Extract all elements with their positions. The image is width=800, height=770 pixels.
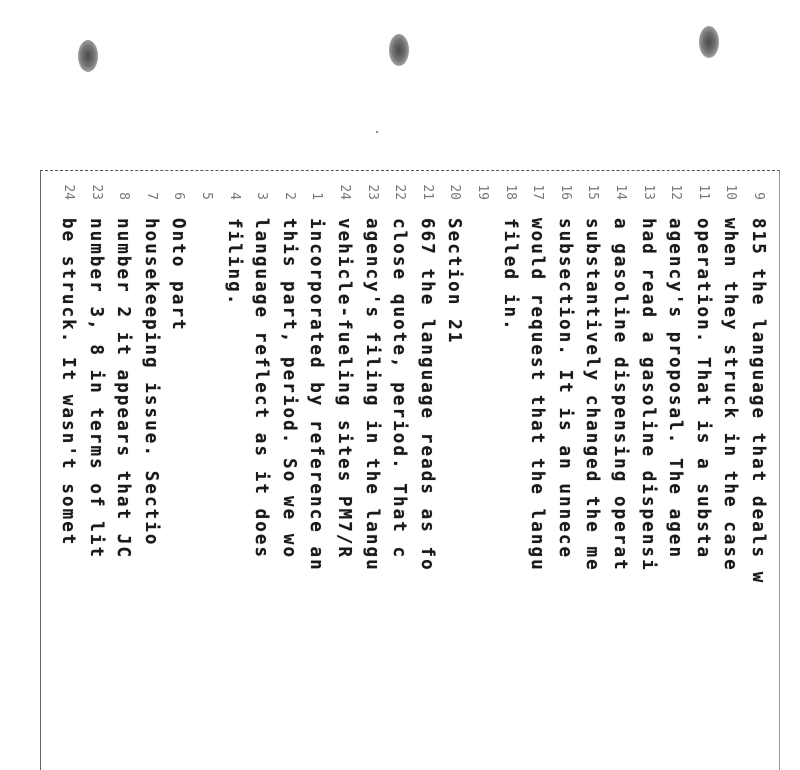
line-number: 14 (613, 184, 628, 200)
line-text: close quote, period. That c (389, 218, 410, 560)
transcript-line (523, 170, 551, 770)
line-number: 22 (392, 184, 408, 200)
transcript-line (302, 170, 330, 770)
transcript-line (496, 170, 524, 770)
line-number: 12 (668, 184, 684, 200)
binder-hole-center (389, 34, 409, 66)
line-text: filing. (223, 218, 244, 307)
line-text: 815 the language that deals w (748, 218, 768, 585)
line-text: agency's proposal. The agen (665, 218, 686, 560)
line-text: had read a gasoline dispensi (637, 218, 658, 572)
line-text: would request that the langu (527, 218, 548, 572)
transcript-line (358, 170, 386, 770)
transcript-line (689, 170, 717, 770)
transcript-line (275, 170, 303, 770)
line-text: a gasoline dispensing operat (610, 218, 630, 572)
transcript-line (413, 170, 441, 770)
line-text: Section 21 (444, 218, 465, 345)
line-number: 20 (447, 184, 463, 200)
transcript-line (137, 170, 165, 770)
line-number: 19 (475, 184, 490, 200)
transcript-line (661, 170, 689, 770)
line-number: 24 (337, 184, 352, 200)
line-text: filed in. (499, 218, 520, 332)
line-number: 8 (116, 192, 132, 200)
line-text: this part, period. So we wo (278, 218, 299, 560)
line-number: 13 (640, 184, 656, 200)
line-number: 11 (695, 184, 711, 200)
transcript-line (606, 170, 634, 770)
transcript-line (716, 170, 744, 770)
binder-hole-right (699, 26, 719, 58)
transcript-line (330, 170, 358, 770)
line-text: operation. That is a substa (692, 218, 713, 560)
line-text: 667 the language reads as fo (416, 218, 437, 572)
line-text: vehicle-fueling sites PM7/R (334, 218, 354, 560)
transcript-line (385, 170, 413, 770)
line-text: number 2 it appears that JC (113, 218, 134, 560)
transcript-line (220, 170, 248, 770)
line-number: 5 (199, 192, 214, 200)
line-text: housekeeping issue. Sectio (140, 218, 161, 547)
transcript-line (578, 170, 606, 770)
line-text: when they struck in the case (720, 218, 741, 572)
line-text: substantively changed the me (582, 218, 603, 572)
transcript-line (82, 170, 110, 770)
transcript-line (54, 170, 82, 770)
line-number: 24 (61, 184, 76, 200)
line-text: number 3, 8 in terms of lit (85, 218, 106, 560)
transcript-line (440, 170, 468, 770)
transcript-line (192, 170, 220, 770)
line-number: 17 (530, 184, 546, 200)
transcript-line (247, 170, 275, 770)
line-text: Onto part (168, 218, 189, 332)
line-text: incorporated by reference an (306, 218, 327, 572)
transcript-line (468, 170, 496, 770)
transcript-line (551, 170, 579, 770)
line-text: be struck. It wasn't somet (58, 218, 78, 547)
line-text: agency's filing in the langu (361, 218, 382, 572)
line-number: 1 (309, 192, 325, 200)
transcript-line (164, 170, 192, 770)
line-text: subsection. It is an unnece (554, 218, 575, 560)
line-number: 21 (419, 184, 435, 200)
transcript-line (744, 170, 772, 770)
transcript-line (634, 170, 662, 770)
line-number: 23 (88, 184, 104, 200)
line-number: 10 (723, 184, 739, 200)
binder-hole-left (78, 40, 98, 72)
line-number: 7 (143, 192, 159, 200)
transcript-page (40, 170, 780, 770)
line-number: 9 (751, 192, 766, 200)
line-text: language reflect as it does (251, 218, 272, 560)
line-number: 18 (502, 184, 518, 200)
line-number: 6 (171, 192, 187, 200)
transcript-line (109, 170, 137, 770)
line-number: 4 (226, 192, 242, 200)
line-number: 15 (585, 184, 601, 200)
line-number: 2 (281, 192, 297, 200)
line-number: 23 (364, 184, 380, 200)
line-number: 3 (254, 192, 270, 200)
line-number: 16 (557, 184, 573, 200)
scan-speck (376, 131, 378, 133)
